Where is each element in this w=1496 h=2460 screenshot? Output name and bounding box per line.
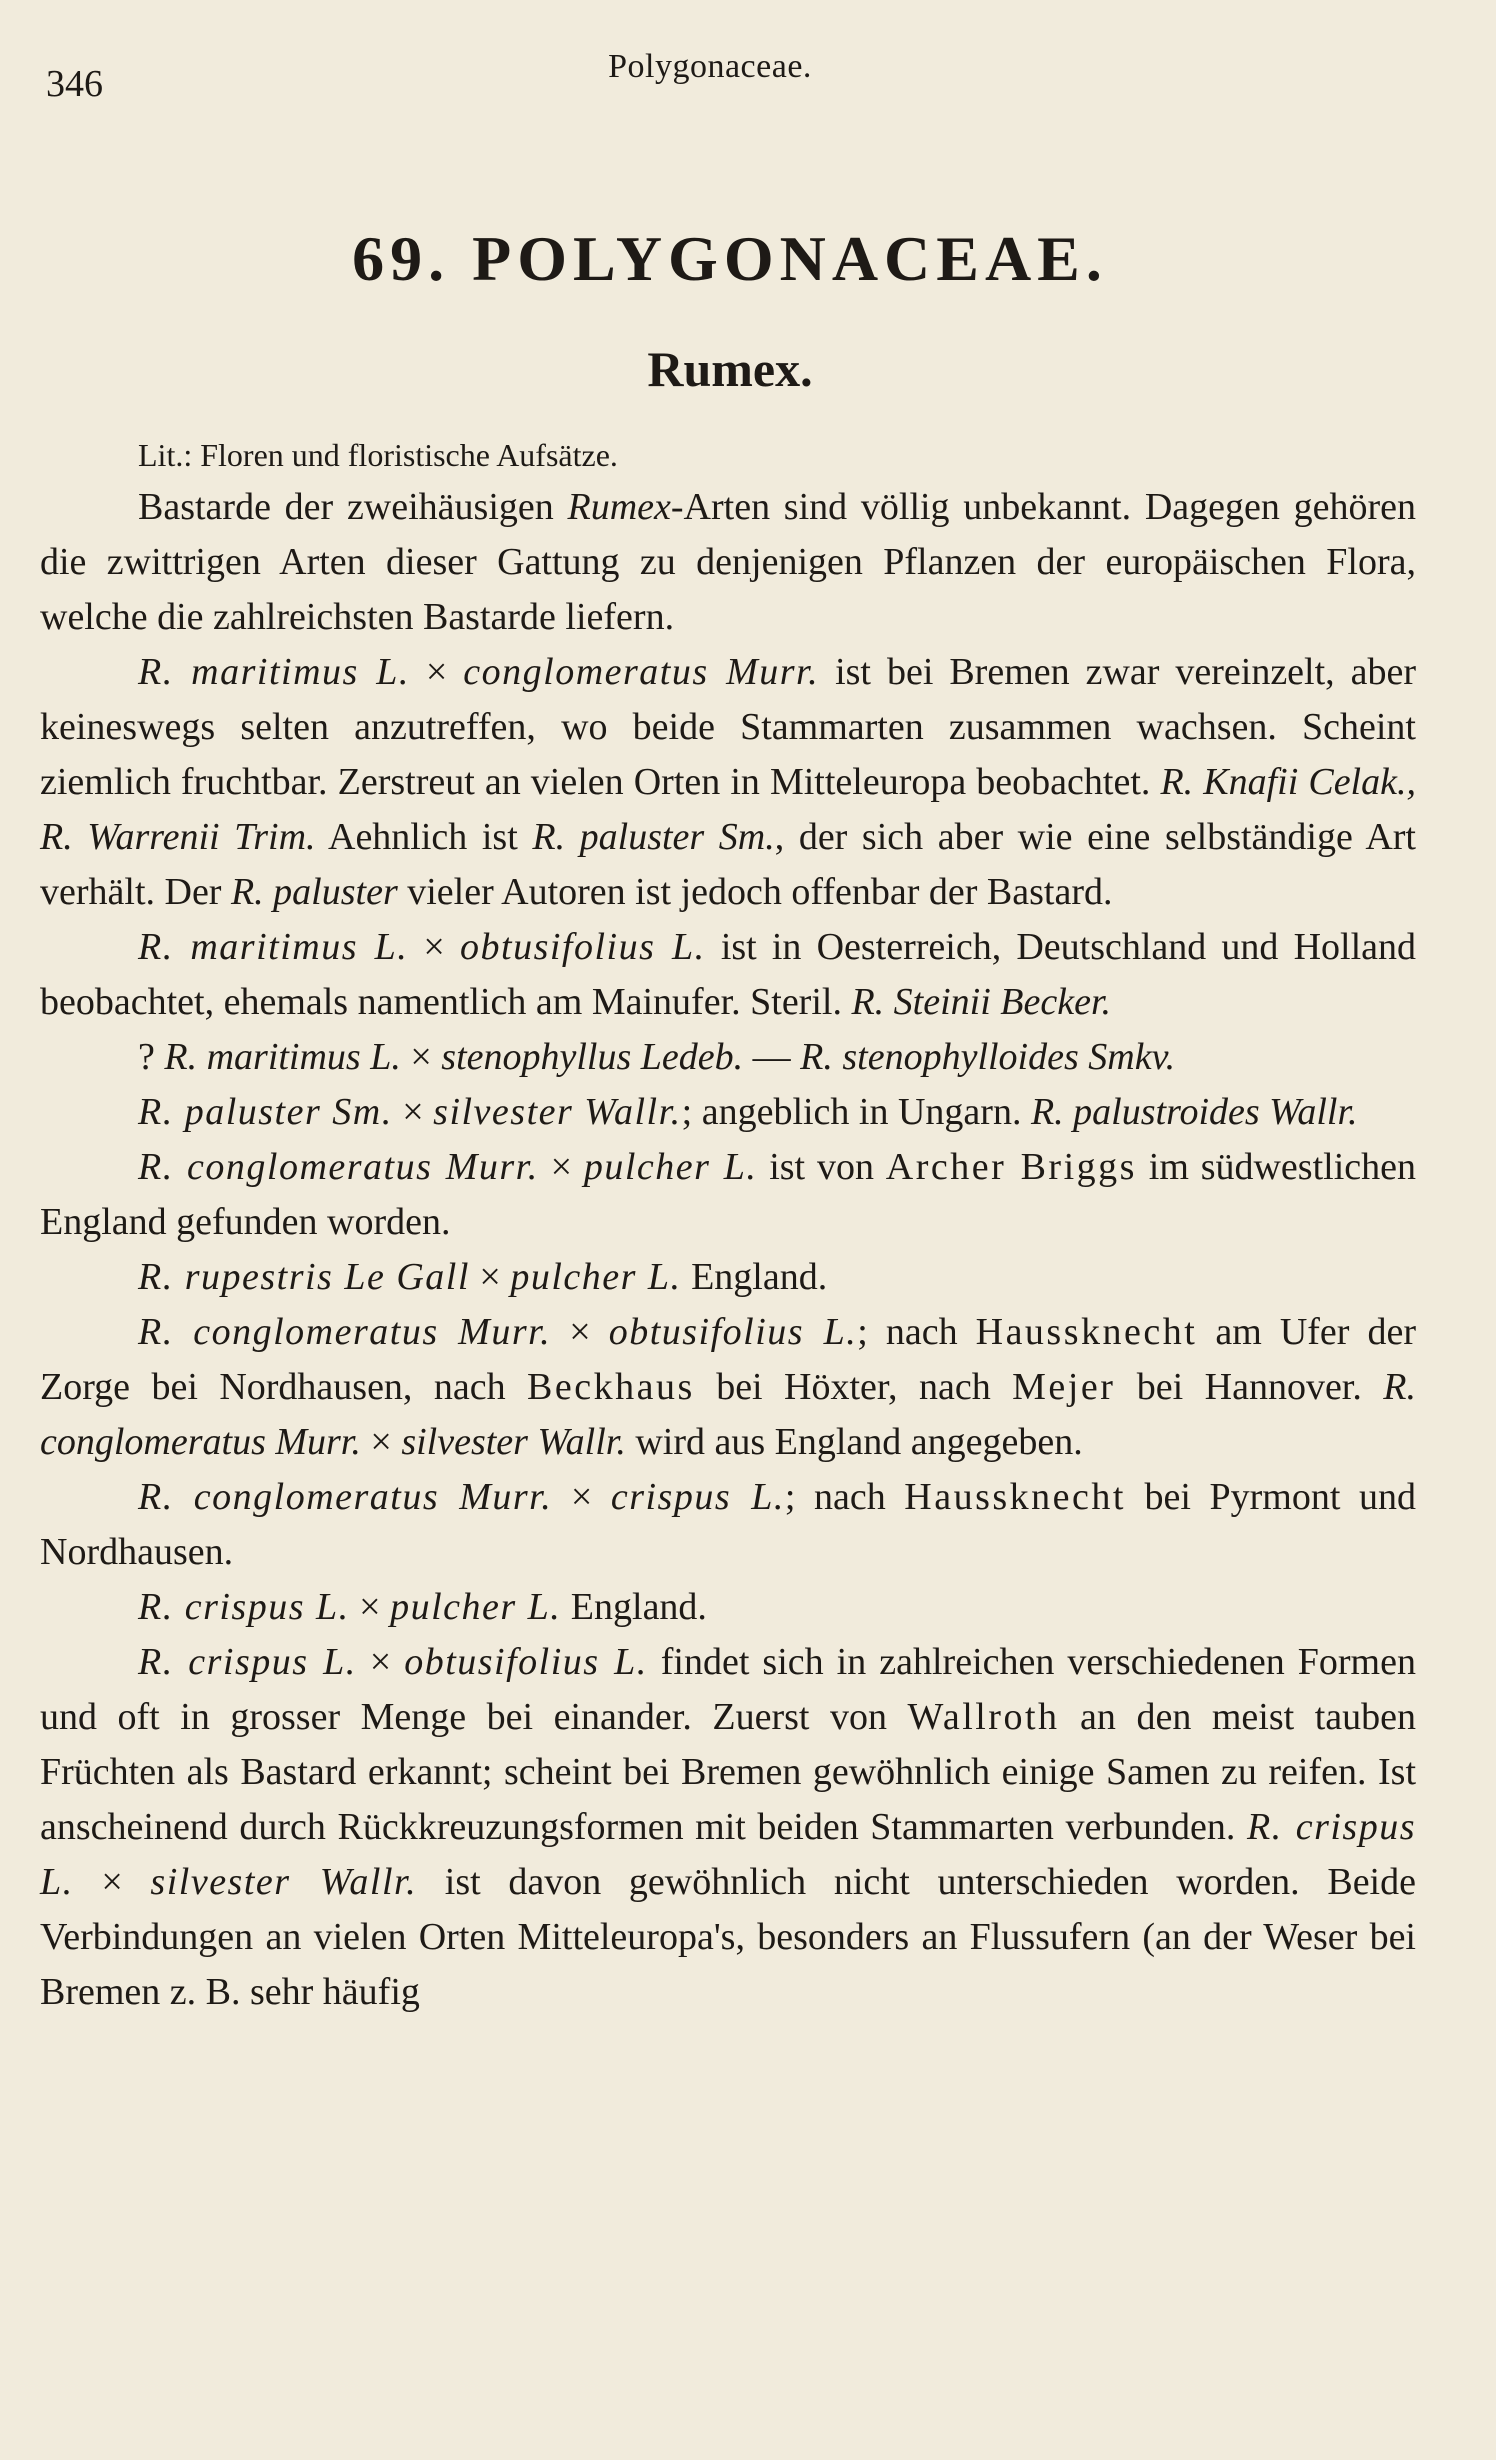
literature-line: Lit.: Floren und floristische Aufsätze. [138, 437, 618, 473]
text: im südwestlichen England gefunden worden. [40, 1146, 1416, 1243]
text: — [743, 1036, 801, 1078]
taxon: R. paluster [230, 871, 398, 913]
page-header [0, 48, 1496, 108]
taxon: R. conglomeratus Murr. [40, 1366, 1417, 1463]
taxon: silvester Wallr. [150, 1861, 418, 1903]
text: Bastarde der zweihäusigen [138, 486, 568, 528]
cross-sign: × [73, 1861, 151, 1903]
text: ist von [757, 1146, 886, 1188]
hybrid-entry [40, 1030, 1416, 1085]
taxon: R. conglomeratus Murr. [138, 1311, 552, 1353]
chapter-title: 69. POLYGONACEAE. [352, 223, 1108, 294]
text: ist bei Bremen zwar vereinzelt, aber keineswegs selten anzutreffen, wo beide Stammarten zusammen wachsen. Scheint ziemlich fruchtbar. Zerstreut an vielen Orten in Mitteleuropa beobachtet. [40, 651, 1417, 803]
body-text [40, 430, 1416, 2020]
taxon: R. Knafii Celak., R. Warrenii Trim. [40, 761, 1416, 858]
taxon: R. rupestris Le Gall [138, 1256, 470, 1298]
taxon: silvester Wallr. [401, 1421, 626, 1463]
cross-sign: × [408, 926, 461, 968]
running-title: Polygonaceae. [608, 48, 812, 85]
text: an den meist tauben Früchten als Bastard erkannt; scheint bei Bremen gewöhnlich einige Samen zu reifen. Ist anscheinend durch Rückkreuzungsformen mit beiden Stammarten verbunden. [40, 1696, 1416, 1848]
text: ist davon gewöhnlich nicht unterschieden worden. Beide Verbindungen an vielen Orten Mitteleuropa's, besonders an Flussufern (an der Weser bei Bremen z. B. sehr häufig [40, 1861, 1416, 2013]
genus-heading: Rumex. [647, 341, 813, 397]
text: ; nach [784, 1476, 905, 1518]
cross-sign: × [349, 1586, 391, 1628]
taxon: R. palustroides Wallr. [1030, 1091, 1358, 1133]
text: am Ufer der Zorge bei Nordhausen, nach [40, 1311, 1416, 1408]
taxon: R. maritimus L. [138, 926, 409, 968]
taxon: conglomeratus Murr. [463, 651, 820, 693]
person-name: Archer Briggs [885, 1146, 1137, 1188]
text: Aehnlich ist [315, 816, 533, 858]
hybrid-entry [40, 1305, 1416, 1470]
hybrid-entry [40, 1635, 1416, 2020]
person-name: Haussknecht [975, 1311, 1198, 1353]
hybrid-entry [40, 920, 1416, 1030]
cross-sign: × [552, 1476, 611, 1518]
cross-sign: × [469, 1256, 511, 1298]
person-name: Haussknecht [904, 1476, 1126, 1518]
text: England. [681, 1256, 828, 1298]
taxon: obtusifolius L. [404, 1641, 648, 1683]
taxon: R. Steinii Becker. [851, 981, 1112, 1023]
text: wird aus England angegeben. [625, 1421, 1083, 1463]
taxon: R. paluster Sm. [532, 816, 775, 858]
cross-sign: × [409, 651, 464, 693]
taxon: R. conglomeratus Murr. [138, 1146, 539, 1188]
taxon: silvester Wallr. [433, 1091, 682, 1133]
hybrid-entry [40, 1085, 1416, 1140]
cross-sign: × [356, 1641, 405, 1683]
genus-name: Rumex [567, 486, 671, 528]
text: -Arten sind völlig unbekannt. Dagegen gehören die zwittrigen Arten dieser Gattung zu denjenigen Pflanzen der europäischen Flora, welche die zahlreichsten Bastarde liefern. [40, 486, 1416, 638]
hybrid-entry [40, 1140, 1416, 1250]
taxon: R. paluster Sm. [138, 1091, 393, 1133]
cross-sign: × [360, 1421, 402, 1463]
hybrid-entry [40, 1250, 1416, 1305]
text: vieler Autoren ist jedoch offenbar der Bastard. [397, 871, 1113, 913]
taxon: R. crispus L. [138, 1586, 350, 1628]
taxon: crispus L. [610, 1476, 785, 1518]
taxon: pulcher L. [390, 1586, 562, 1628]
text: bei Pyrmont und Nordhausen. [40, 1476, 1416, 1573]
hybrid-entry [40, 1580, 1416, 1635]
page-number: 346 [46, 63, 103, 105]
taxon: R. conglomeratus Murr. [138, 1476, 553, 1518]
text: England. [561, 1586, 707, 1628]
taxon: pulcher L. [583, 1146, 758, 1188]
text: findet sich in zahlreichen verschiedenen Formen und oft in grosser Menge bei einander. Zuerst von [40, 1641, 1416, 1738]
taxon: R. maritimus L. [164, 1036, 401, 1078]
taxon: R. crispus L. [138, 1641, 357, 1683]
taxon: obtusifolius L. [460, 926, 706, 968]
taxon: obtusifolius L. [608, 1311, 858, 1353]
cross-sign: × [551, 1311, 609, 1353]
person-name: Wallroth [907, 1696, 1060, 1738]
hybrid-entry [40, 645, 1416, 920]
intro-paragraph [40, 480, 1416, 645]
text: bei Höxter, nach [694, 1366, 1013, 1408]
taxon: stenophyllus Ledeb. [441, 1036, 744, 1078]
text: ? [138, 1036, 165, 1078]
text: ; angeblich in Ungarn. [681, 1091, 1031, 1133]
text: bei Hannover. [1115, 1366, 1384, 1408]
taxon: R. maritimus L. [138, 651, 410, 693]
text: ; nach [857, 1311, 976, 1353]
person-name: Beckhaus [527, 1366, 695, 1408]
person-name: Mejer [1012, 1366, 1116, 1408]
hybrid-entry [40, 1470, 1416, 1580]
text: ist in Oesterreich, Deutschland und Holland beobachtet, ehemals namentlich am Mainufer. Steril. [40, 926, 1417, 1023]
taxon: pulcher L. [510, 1256, 682, 1298]
cross-sign: × [392, 1091, 434, 1133]
cross-sign: × [538, 1146, 584, 1188]
text: , der sich aber wie eine selbständige Art verhält. Der [40, 816, 1416, 913]
taxon: R. stenophylloides Smkv. [800, 1036, 1176, 1078]
taxon: R. crispus L. [40, 1806, 1417, 1903]
cross-sign: × [400, 1036, 442, 1078]
